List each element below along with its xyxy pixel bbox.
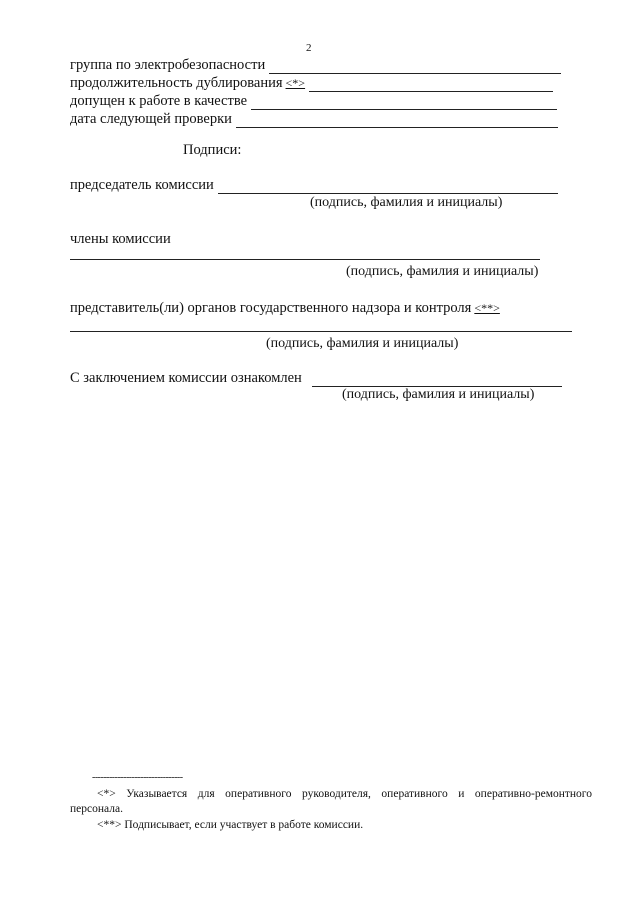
signature-label: С заключением комиссии ознакомлен — [70, 370, 302, 386]
field-label: дата следующей проверки — [70, 111, 232, 127]
signature-caption: (подпись, фамилия и инициалы) — [346, 264, 539, 279]
field-label: группа по электробезопасности — [70, 57, 266, 73]
field-duplication-duration — [70, 75, 553, 92]
footnote-2: <**> Подписывает, если участвует в работе комиссии. — [97, 819, 364, 831]
fill-line[interactable] — [309, 79, 553, 92]
signature-caption: (подпись, фамилия и инициалы) — [266, 336, 459, 351]
signature-caption: (подпись, фамилия и инициалы) — [342, 387, 535, 402]
fill-line[interactable] — [269, 61, 561, 74]
signature-representatives — [70, 300, 500, 317]
field-label: допущен к работе в качестве — [70, 93, 248, 109]
fill-line[interactable] — [312, 374, 562, 387]
page-number: 2 — [306, 42, 312, 54]
field-next-check-date — [70, 111, 558, 128]
field-electrical-safety-group — [70, 57, 561, 74]
signature-members — [70, 231, 171, 248]
footnote-ref-1[interactable]: <*> — [285, 76, 306, 90]
signature-caption: (подпись, фамилия и инициалы) — [310, 195, 503, 210]
signature-acquainted — [70, 370, 562, 387]
fill-line[interactable] — [218, 181, 558, 194]
field-label: продолжительность дублирования — [70, 75, 283, 91]
fill-line[interactable] — [236, 115, 558, 128]
representatives-fill-line[interactable] — [70, 331, 572, 332]
footnote-1: <*> Указывается для оперативного руководителя, оперативного и оперативно-ремонтного персонала. — [70, 788, 592, 815]
footnote-separator: -------------------------------- — [92, 772, 183, 783]
field-admitted-as — [70, 93, 557, 110]
footnote-ref-2[interactable]: <**> — [474, 301, 500, 315]
signature-label: представитель(ли) органов государственного надзора и контроля — [70, 300, 472, 316]
signatures-title: Подписи: — [183, 142, 242, 158]
signature-label: председатель комиссии — [70, 177, 214, 193]
members-fill-line[interactable] — [70, 259, 540, 260]
signature-label: члены комиссии — [70, 231, 171, 247]
signature-chairman — [70, 177, 558, 194]
fill-line[interactable] — [251, 97, 557, 110]
